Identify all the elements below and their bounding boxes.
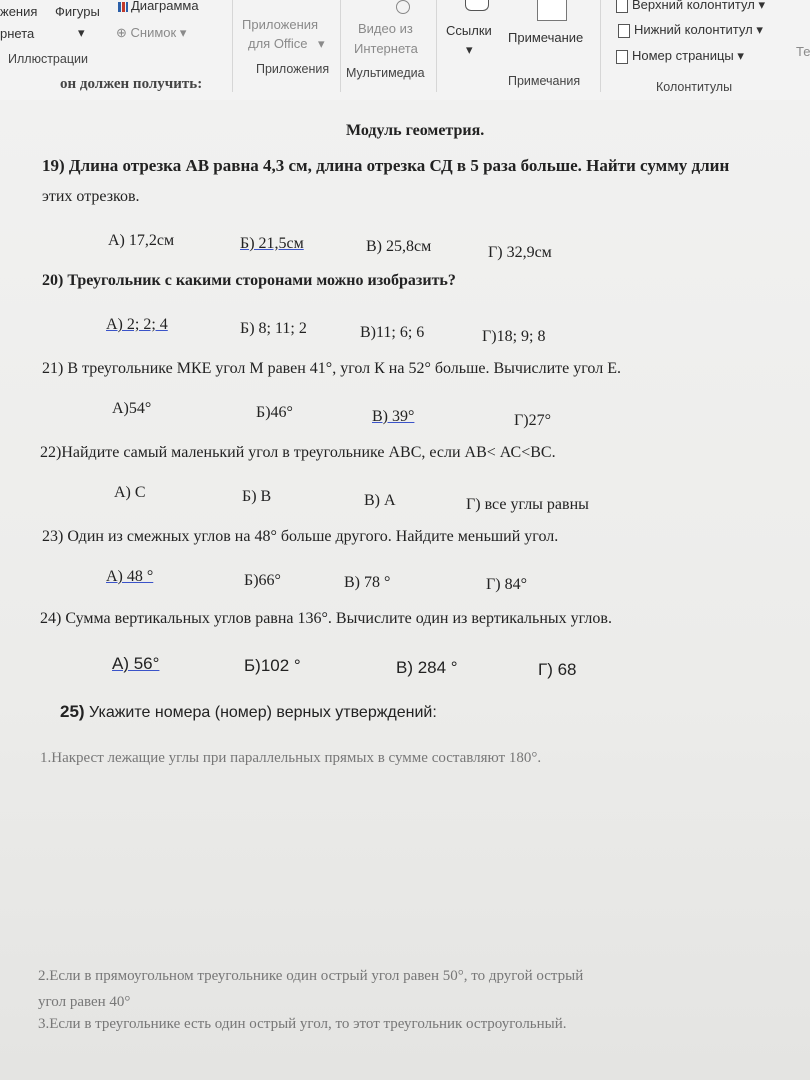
q22-option-b: Б) В [242, 488, 272, 505]
q20-option-c: В)11; 6; 6 [360, 324, 425, 341]
apps-office-button[interactable]: Приложения [242, 17, 319, 32]
comment-icon [537, 0, 567, 21]
group-label-notes: Примечания [508, 74, 581, 88]
header-icon [616, 0, 628, 13]
q24-option-b: Б)102 ° [244, 656, 301, 675]
camera-icon: ⊕ [116, 25, 127, 40]
globe-icon [396, 0, 410, 14]
q22-option-a: А) С [114, 484, 146, 501]
page-number-button[interactable]: Номер страницы ▾ [616, 48, 744, 64]
statement-3: 3.Если в треугольнике есть один острый угол, то этот треугольник остроугольный. [38, 1016, 567, 1032]
q23-option-d: Г) 84° [486, 576, 527, 593]
word-ribbon [0, 0, 810, 101]
question-19-text: 19) Длина отрезка АВ равна 4,3 см, длина отрезка СД в 5 раза больше. Найти сумму длин [42, 156, 730, 175]
q21-option-c: В) 39° [372, 408, 415, 425]
footer-icon [618, 24, 630, 38]
cut-document-text: он должен получить: [60, 76, 203, 92]
chart-icon [118, 2, 128, 12]
q24-option-d: Г) 68 [538, 660, 577, 679]
question-21-text: 21) В треугольнике МКЕ угол М равен 41°, угол К на 52° больше. Вычислите угол Е. [42, 360, 621, 377]
ribbon-item-partial[interactable]: жения [0, 4, 38, 19]
group-label-headers-footers: Колонтитулы [656, 80, 733, 94]
q24-option-c: В) 284 ° [396, 658, 458, 677]
ribbon-separator [232, 0, 233, 92]
question-20-text: 20) Треугольник с какими сторонами можно изобразить? [42, 272, 456, 289]
q22-option-d: Г) все углы равны [466, 496, 589, 513]
online-video-button[interactable]: Видео из [358, 21, 413, 36]
q20-option-b: Б) 8; 11; 2 [240, 320, 307, 337]
ribbon-separator [600, 0, 601, 92]
online-video-button-line2[interactable]: Интернета [354, 41, 418, 56]
page-number-icon [616, 50, 628, 64]
header-button[interactable]: Верхний колонтитул ▾ [616, 0, 765, 13]
screenshot-button[interactable]: ⊕ Снимок ▾ [116, 25, 187, 40]
question-23-text: 23) Один из смежных углов на 48° больше другого. Найдите меньший угол. [42, 528, 559, 545]
q24-option-a: А) 56° [112, 654, 160, 673]
statement-1: 1.Накрест лежащие углы при параллельных прямых в сумме составляют 180°. [40, 750, 542, 766]
q19-option-a: А) 17,2см [108, 232, 175, 249]
group-label-illustrations: Иллюстрации [8, 52, 88, 66]
ribbon-separator [436, 0, 437, 92]
group-label-apps: Приложения [256, 62, 330, 76]
q21-option-b: Б)46° [256, 404, 293, 421]
q19-option-d: Г) 32,9см [488, 244, 552, 261]
page-title: Модуль геометрия. [346, 122, 485, 139]
document-page[interactable] [0, 100, 810, 1080]
q20-option-a: А) 2; 2; 4 [106, 316, 168, 333]
q23-option-a: А) 48 ° [106, 568, 154, 585]
text-group-partial[interactable]: Те [796, 44, 810, 59]
q19-option-c: В) 25,8см [366, 238, 432, 255]
question-24-text: 24) Сумма вертикальных углов равна 136°. Вычислите один из вертикальных углов. [40, 610, 612, 627]
q20-option-d: Г)18; 9; 8 [482, 328, 546, 345]
q21-option-d: Г)27° [514, 412, 551, 429]
question-22-text: 22)Найдите самый маленький угол в треугольнике АВС, если АВ< АС<ВС. [40, 444, 556, 461]
chevron-down-icon: ▾ [466, 42, 473, 57]
ribbon-separator [340, 0, 341, 92]
links-button[interactable]: Ссылки [446, 23, 492, 38]
q21-option-a: А)54° [112, 400, 152, 417]
statement-2: 2.Если в прямоугольном треугольнике один острый угол равен 50°, то другой острый [38, 968, 584, 984]
q19-option-b: Б) 21,5см [240, 235, 304, 252]
chevron-down-icon: ▾ [318, 36, 325, 51]
links-icon [465, 0, 489, 11]
group-label-multimedia: Мультимедиа [346, 66, 425, 80]
online-pictures-button[interactable]: рнета [0, 26, 35, 41]
q22-option-c: В) А [364, 492, 396, 509]
shapes-button[interactable]: Фигуры [55, 4, 100, 19]
chart-button[interactable]: Диаграмма [118, 0, 199, 13]
chevron-down-icon: ▾ [78, 25, 85, 40]
apps-office-button-line2[interactable]: для Office [248, 36, 308, 51]
question-19-text-cont: этих отрезков. [42, 188, 140, 205]
comment-button[interactable]: Примечание [508, 30, 584, 45]
statement-2-cont: угол равен 40° [38, 994, 131, 1010]
q23-option-b: Б)66° [244, 572, 281, 589]
question-25-header: 25) Укажите номера (номер) верных утверждений: [60, 702, 437, 721]
q23-option-c: В) 78 ° [344, 574, 391, 591]
footer-button[interactable]: Нижний колонтитул ▾ [618, 22, 763, 38]
